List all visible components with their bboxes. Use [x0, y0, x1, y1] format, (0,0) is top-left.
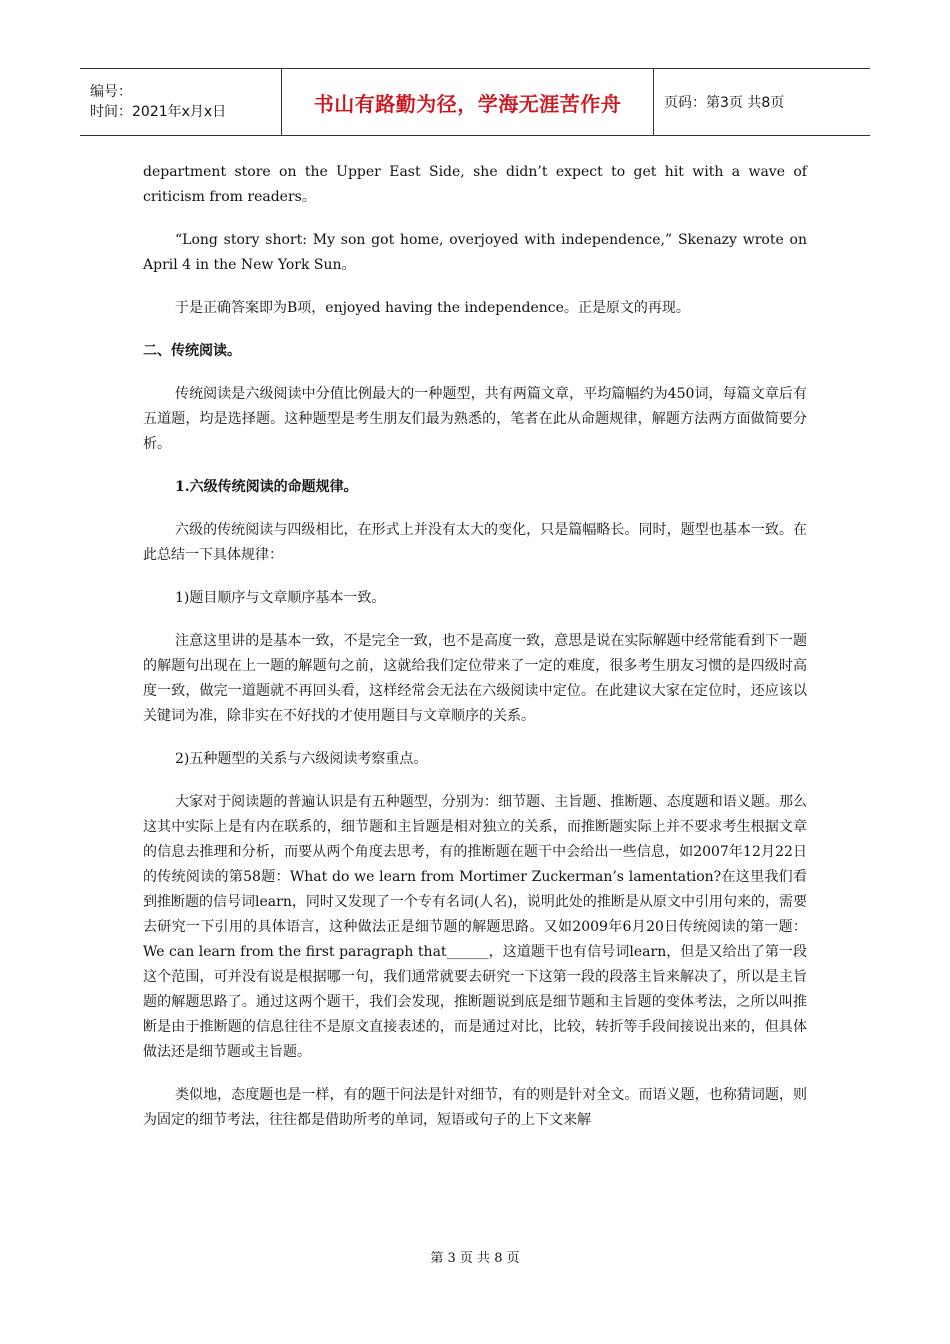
- paragraph: 于是正确答案即为B项，enjoyed having the independence。正是原文的再现。: [175, 300, 690, 316]
- list-heading: 2)五种题型的关系与六级阅读考察重点。: [175, 751, 428, 767]
- page-footer: 第 3 页 共 8 页: [430, 1251, 520, 1266]
- paragraph: 注意这里讲的是基本一致，不是完全一致，也不是高度一致，意思是说在实际解题中经常能看到下一题的解题句出现在上一题的解题句之前，这就给我们定位带来了一定的难度，很多考生朋友习惯的是四级时高度一致，做完一道题就不再回头看，这样经常会无法在六级阅读中定位。在此建议大家在定位时，还应该以关键词为准，除非实在不好找的才使用题目与文章顺序的关系。: [143, 633, 807, 724]
- paragraph: 类似地，态度题也是一样，有的题干问法是针对细节，有的则是针对全文。而语义题，也称猜词题，则为固定的细节考法，往往都是借助所考的单词，短语或句子的上下文来解: [143, 1087, 807, 1128]
- header-left: [80, 69, 282, 135]
- paragraph: 大家对于阅读题的普遍认识是有五种题型，分别为：细节题、主旨题、推断题、态度题和语义题。那么这其中实际上是有内在联系的，细节题和主旨题是相对独立的关系，而推断题实际上并不要求考生根据文章的信息去推理和分析，而要从两个角度去思考，有的推断题在题干中会给出一些信息，如2007年12月22日的传统阅读的第58题：What do we learn from Mortimer Zuckerman’s lamentation?在这里我们看到推断题的信号词learn，同时又发现了一个专有名词(人名)，说明此处的推断是从原文中引用句来的，需要去研究一下引用的具体语言，这种做法正是细节题的解题思路。又如2009年6月20日传统阅读的第一题： We can learn from the first paragraph that______，这道题干也有信号词learn，但是又给出了第一段这个范围，可并没有说是根据哪一句，我们通常就要去研究一下这第一段的段落主旨来解决了，所以是主旨题的解题思路了。通过这两个题干，我们会发现，推断题说到底是细节题和主旨题的变体考法，之所以叫推断是由于推断题的信息往往不是原文直接表述的，而是通过对比，比较，转折等手段间接说出来的，但具体做法还是细节题或主旨题。: [143, 794, 807, 1060]
- page-header: [80, 68, 870, 136]
- document-body: [143, 160, 807, 1151]
- header-center: [282, 69, 654, 135]
- section-heading: 二、传统阅读。: [143, 343, 241, 359]
- paragraph: 传统阅读是六级阅读中分值比例最大的一种题型，共有两篇文章，平均篇幅约为450词，每篇文章后有五道题，均是选择题。这种题型是考生朋友们最为熟悉的，笔者在此从命题规律，解题方法两方面做简要分析。: [143, 386, 807, 452]
- page-info: 页码：第3页 共8页: [664, 95, 785, 111]
- header-right: [654, 69, 870, 135]
- time-label: 时间：2021年x月x日: [90, 104, 227, 120]
- list-heading: 1)题目顺序与文章顺序基本一致。: [175, 590, 386, 606]
- paragraph: department store on the Upper East Side, she didn’t expect to get hit with a wave of criticism from readers。: [143, 164, 807, 205]
- paragraph: 六级的传统阅读与四级相比，在形式上并没有太大的变化，只是篇幅略长。同时，题型也基本一致。在此总结一下具体规律：: [143, 522, 807, 563]
- motto: 书山有路勤为径，学海无涯苦作舟: [313, 91, 622, 116]
- subsection-heading: 1.六级传统阅读的命题规律。: [175, 479, 358, 495]
- paragraph: “Long story short: My son got home, overjoyed with independence,” Skenazy wrote on April 4 in the New York Sun。: [143, 232, 807, 273]
- number-label: 编号：: [90, 84, 132, 100]
